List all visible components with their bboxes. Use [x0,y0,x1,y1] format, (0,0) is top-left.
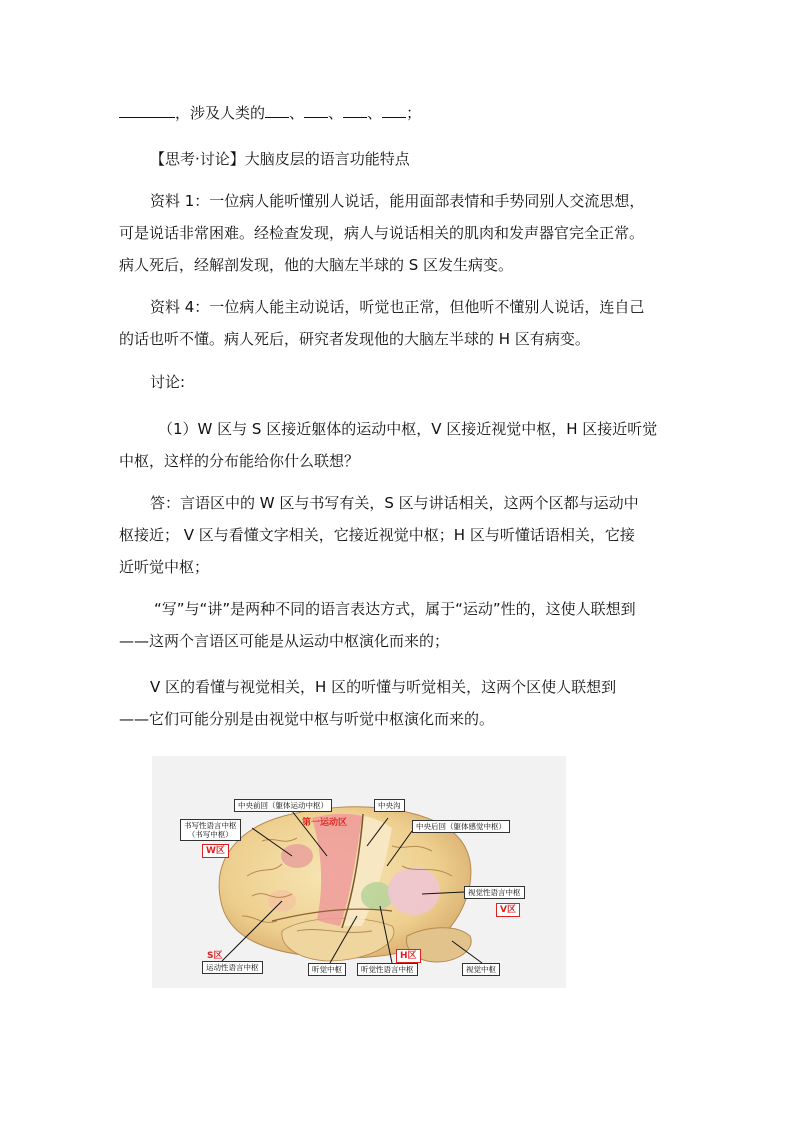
visual-center-label: 视觉中枢 [462,963,500,976]
central-sulcus-label: 中央沟 [374,799,405,812]
material1-line: 资料 1：一位病人能听懂别人说话，能用面部表情和手势同别人交流思想， [150,192,645,210]
auditory-language-center-label: 听觉性语言中枢 [357,963,418,976]
material1-line: 可是说话非常困难。经检查发现，病人与说话相关的肌肉和发声器官完全正常。 [119,224,645,242]
s-area-label: S区 [207,951,223,961]
answer-line: 答：言语区中的 W 区与书写有关，S 区与讲话相关，这两个区都与运动中 [150,494,639,512]
answer-line: 枢接近； V 区与看懂文字相关，它接近视觉中枢；H 区与听懂话语相关，它接 [119,526,635,544]
v-area-badge: V区 [496,903,520,917]
material1-line: 病人死后，经解剖发现，他的大脑左半球的 S 区发生病变。 [119,256,514,274]
postcentral-gyrus-label: 中央后回（躯体感觉中枢） [412,820,510,833]
question-line: 中枢，这样的分布能给你什么联想？ [119,452,360,470]
auditory-center-label: 听觉中枢 [308,963,346,976]
h-area-badge: H区 [396,949,421,963]
answer-line: ——它们可能分别是由视觉中枢与听觉中枢演化而来的。 [119,710,495,728]
w-area-badge: W区 [202,844,229,858]
answer-line: V 区的看懂与视觉相关，H 区的听懂与听觉相关，这两个区使人联想到 [150,678,617,696]
answer-line: 近听觉中枢； [119,558,210,576]
precentral-gyrus-label: 中央前回（躯体运动中枢） [234,799,332,812]
answer-blank[interactable] [265,101,289,118]
answer-blank[interactable] [119,101,175,118]
answer-line: ——这两个言语区可能是从运动中枢演化而来的； [119,632,450,650]
material4-line: 的话也听不懂。病人死后，研究者发现他的大脑左半球的 H 区有病变。 [119,330,590,348]
brain-language-areas-figure [152,756,566,988]
motor-language-center-label: 运动性语言中枢 [202,961,263,974]
writing-center-label: 书写性语言中枢 （书写中枢） [180,819,241,841]
material4-line: 资料 4：一位病人能主动说话，听觉也正常，但他听不懂别人说话，连自己 [150,298,645,316]
answer-blank[interactable] [382,101,406,118]
answer-blank[interactable] [343,101,367,118]
fill-in-line: ，涉及人类的 、 、 、 ； [119,101,421,124]
line-suffix: ，涉及人类的 [175,104,266,122]
question-line: （1）W 区与 S 区接近躯体的运动中枢，V 区接近视觉中枢，H 区接近听觉 [158,420,658,438]
answer-blank[interactable] [304,101,328,118]
section-title: 【思考·讨论】大脑皮层的语言功能特点 [150,150,410,168]
first-motor-area-label: 第一运动区 [302,818,348,828]
visual-language-center-label: 视觉性语言中枢 [464,886,525,899]
answer-line: “写”与“讲”是两种不同的语言表达方式，属于“运动”性的，这使人联想到 [154,600,636,618]
discussion-label: 讨论: [150,373,186,391]
